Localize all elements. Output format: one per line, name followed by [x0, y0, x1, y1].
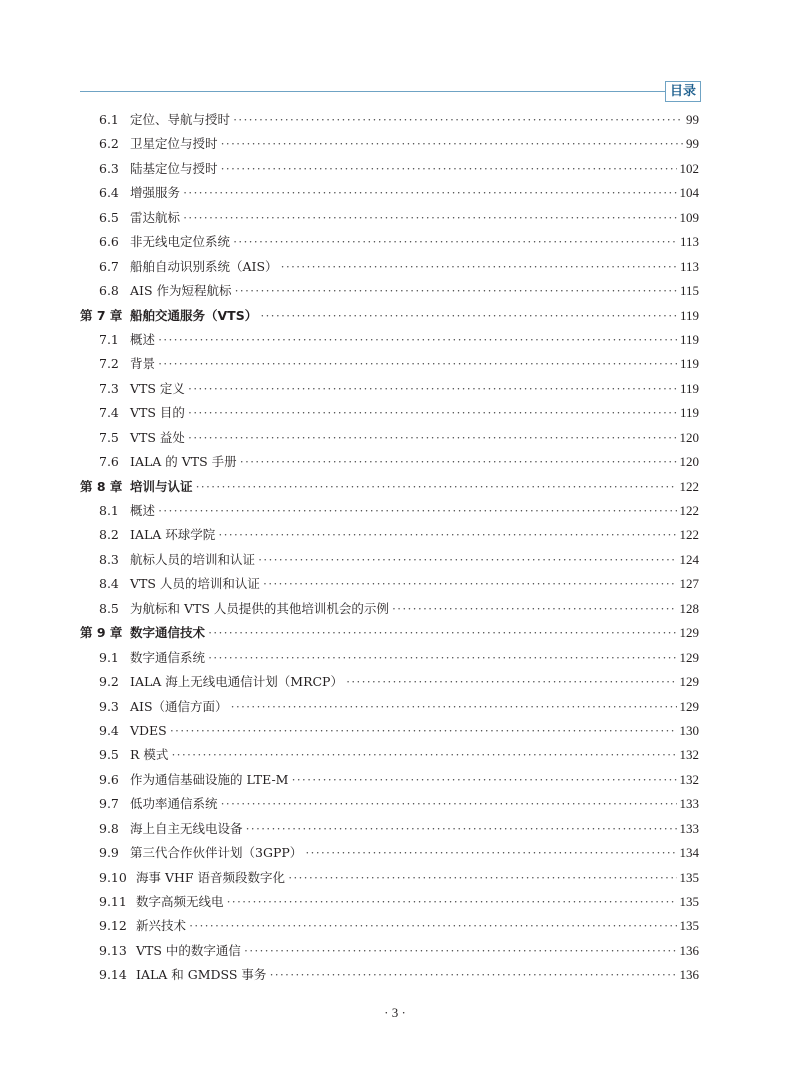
entry-number: 9.9 — [99, 845, 119, 861]
entry-title: IALA 的 VTS 手册 — [130, 454, 237, 470]
entry-number: 6.5 — [99, 209, 119, 225]
toc-section-entry[interactable] — [80, 181, 699, 205]
toc-section-entry[interactable] — [80, 939, 699, 963]
toc-section-entry[interactable] — [80, 279, 699, 303]
entry-page: 130 — [679, 722, 699, 738]
entry-title: IALA 海上无线电通信计划（MRCP） — [130, 674, 343, 690]
entry-number: 7.1 — [99, 331, 119, 347]
entry-number: 6.6 — [99, 234, 119, 250]
entry-page: 119 — [679, 356, 699, 372]
entry-number: 9.6 — [99, 771, 119, 787]
dot-leader — [221, 157, 677, 181]
entry-number: 6.4 — [99, 185, 119, 201]
toc-section-entry[interactable] — [80, 768, 699, 792]
entry-page: 127 — [679, 576, 699, 592]
entry-page: 99 — [686, 112, 699, 127]
entry-number: 第 9 章 — [80, 625, 123, 641]
entry-title: 数字通信系统 — [130, 649, 206, 665]
entry-title: 雷达航标 — [130, 209, 181, 225]
entry-page: 129 — [679, 674, 699, 690]
toc-section-entry[interactable] — [80, 450, 699, 474]
page-number: · 3 · — [384, 1005, 406, 1020]
entry-number: 6.1 — [99, 112, 119, 127]
entry-page: 129 — [679, 698, 699, 714]
header-section-label: 目录 — [665, 81, 701, 102]
entry-page: 119 — [679, 380, 699, 396]
entry-number: 7.6 — [99, 454, 119, 470]
entry-title: VDES — [130, 722, 167, 738]
entry-page: 136 — [679, 942, 699, 958]
toc-section-entry[interactable] — [80, 401, 699, 425]
entry-title: 增强服务 — [130, 185, 181, 201]
toc-section-entry[interactable] — [80, 695, 699, 719]
entry-page: 119 — [679, 405, 699, 421]
entry-number: 7.3 — [99, 380, 119, 396]
entry-page: 119 — [679, 307, 699, 323]
entry-page: 132 — [679, 747, 699, 763]
dot-leader — [233, 108, 683, 132]
toc-section-entry[interactable] — [80, 157, 699, 181]
entry-title: IALA 和 GMDSS 事务 — [136, 967, 267, 983]
toc-section-entry[interactable] — [80, 646, 699, 670]
dot-leader — [158, 499, 676, 523]
entry-title: 海上自主无线电设备 — [130, 820, 243, 836]
dot-leader — [188, 426, 677, 450]
dot-leader — [346, 670, 677, 694]
entry-title: 数字通信技术 — [130, 625, 206, 641]
toc-section-entry[interactable] — [80, 866, 699, 890]
entry-page: 119 — [679, 331, 699, 347]
entry-title: R 模式 — [130, 747, 169, 763]
dot-leader — [244, 939, 677, 963]
entry-title: VTS 目的 — [130, 405, 185, 421]
toc-section-entry[interactable] — [80, 426, 699, 450]
entry-title: 低功率通信系统 — [130, 796, 218, 812]
toc-section-entry[interactable] — [80, 890, 699, 914]
entry-page: 135 — [679, 894, 699, 909]
entry-page: 102 — [679, 160, 699, 176]
dot-leader — [227, 890, 677, 914]
toc-section-entry[interactable] — [80, 963, 699, 987]
entry-title: 作为通信基础设施的 LTE-M — [130, 771, 289, 787]
entry-number: 9.13 — [99, 942, 127, 958]
entry-title: VTS 中的数字通信 — [136, 942, 241, 958]
entry-number: 9.5 — [99, 747, 119, 763]
dot-leader — [183, 181, 676, 205]
entry-page: 135 — [679, 869, 699, 885]
dot-leader — [231, 695, 677, 719]
dot-leader — [269, 963, 676, 987]
entry-title: 船舶自动识别系统（AIS） — [130, 258, 278, 274]
toc-section-entry[interactable] — [80, 670, 699, 694]
header-rule — [80, 91, 666, 92]
dot-leader — [196, 475, 677, 499]
entry-title: 背景 — [130, 356, 156, 372]
entry-number: 6.3 — [99, 160, 119, 176]
dot-leader — [392, 597, 677, 621]
entry-number: 9.2 — [99, 674, 119, 690]
entry-number: 9.4 — [99, 722, 119, 738]
entry-number: 9.10 — [99, 869, 127, 885]
toc-section-entry[interactable] — [80, 914, 699, 938]
entry-page: 133 — [679, 820, 699, 836]
entry-title: 定位、导航与授时 — [130, 112, 231, 127]
dot-leader — [281, 255, 677, 279]
toc-section-entry[interactable] — [80, 743, 699, 767]
entry-page: 113 — [679, 234, 699, 250]
entry-page: 120 — [679, 429, 699, 445]
dot-leader — [305, 841, 676, 865]
toc-section-entry[interactable] — [80, 817, 699, 841]
entry-page: 99 — [686, 136, 699, 152]
dot-leader — [188, 377, 677, 401]
toc-section-entry[interactable] — [80, 719, 699, 743]
entry-page: 113 — [679, 258, 699, 274]
toc-section-entry[interactable] — [80, 255, 699, 279]
entry-number: 9.1 — [99, 649, 119, 665]
entry-title: VTS 人员的培训和认证 — [130, 576, 260, 592]
dot-leader — [263, 572, 677, 596]
entry-title: 航标人员的培训和认证 — [130, 551, 256, 567]
entry-page: 128 — [679, 600, 699, 616]
dot-leader — [221, 132, 683, 156]
dot-leader — [246, 817, 677, 841]
entry-number: 9.7 — [99, 796, 119, 812]
entry-page: 115 — [679, 283, 699, 299]
entry-title: 卫星定位与授时 — [130, 136, 218, 152]
entry-number: 第 7 章 — [80, 307, 123, 323]
entry-page: 104 — [679, 185, 699, 201]
entry-title: 培训与认证 — [130, 478, 193, 494]
entry-number: 9.11 — [99, 894, 127, 909]
dot-leader — [158, 328, 677, 352]
entry-title: VTS 定义 — [130, 380, 185, 396]
toc-chapter-entry[interactable] — [80, 475, 699, 499]
entry-title: 概述 — [130, 331, 156, 347]
toc-section-entry[interactable] — [80, 548, 699, 572]
toc-chapter-entry[interactable] — [80, 304, 699, 328]
dot-leader — [189, 914, 676, 938]
entry-number: 6.8 — [99, 283, 119, 299]
toc-section-entry[interactable] — [80, 352, 699, 376]
dot-leader — [188, 401, 677, 425]
entry-page: 122 — [679, 478, 699, 494]
entry-page: 109 — [679, 209, 699, 225]
dot-leader — [260, 304, 677, 328]
entry-title: VTS 益处 — [130, 429, 185, 445]
entry-title: AIS（通信方面） — [130, 698, 228, 714]
dot-leader — [171, 743, 676, 767]
entry-number: 9.14 — [99, 967, 127, 983]
dot-leader — [233, 230, 677, 254]
entry-title: AIS 作为短程航标 — [130, 283, 232, 299]
entry-title: 第三代合作伙伴计划（3GPP） — [130, 845, 303, 861]
table-of-contents — [80, 108, 699, 988]
entry-number: 9.12 — [99, 918, 127, 934]
dot-leader — [240, 450, 677, 474]
entry-title: 非无线电定位系统 — [130, 234, 231, 250]
toc-section-entry[interactable] — [80, 841, 699, 865]
dot-leader — [208, 646, 676, 670]
entry-page: 129 — [679, 625, 699, 641]
entry-number: 7.2 — [99, 356, 119, 372]
entry-page: 135 — [679, 918, 699, 934]
entry-page: 122 — [679, 527, 699, 543]
dot-leader — [208, 621, 676, 645]
dot-leader — [291, 768, 676, 792]
toc-section-entry[interactable] — [80, 597, 699, 621]
entry-page: 122 — [679, 503, 699, 518]
entry-number: 7.5 — [99, 429, 119, 445]
entry-number: 7.4 — [99, 405, 119, 421]
dot-leader — [183, 206, 676, 230]
entry-title: 新兴技术 — [136, 918, 187, 934]
entry-number: 8.3 — [99, 551, 119, 567]
entry-title: 陆基定位与授时 — [130, 160, 218, 176]
entry-number: 6.7 — [99, 258, 119, 274]
entry-title: 概述 — [130, 503, 156, 518]
entry-page: 134 — [679, 845, 699, 861]
toc-section-entry[interactable] — [80, 499, 699, 523]
entry-page: 133 — [679, 796, 699, 812]
entry-title: 船舶交通服务（VTS） — [130, 307, 258, 323]
toc-section-entry[interactable] — [80, 377, 699, 401]
toc-section-entry[interactable] — [80, 132, 699, 156]
toc-section-entry[interactable] — [80, 206, 699, 230]
entry-number: 8.4 — [99, 576, 119, 592]
toc-section-entry[interactable] — [80, 523, 699, 547]
dot-leader — [221, 792, 677, 816]
entry-number: 9.3 — [99, 698, 119, 714]
toc-chapter-entry[interactable] — [80, 621, 699, 645]
toc-section-entry[interactable] — [80, 230, 699, 254]
dot-leader — [235, 279, 677, 303]
entry-number: 8.1 — [99, 503, 119, 518]
entry-title: 海事 VHF 语音频段数字化 — [136, 869, 286, 885]
entry-number: 9.8 — [99, 820, 119, 836]
entry-page: 124 — [679, 551, 699, 567]
entry-page: 132 — [679, 771, 699, 787]
toc-section-entry[interactable] — [80, 792, 699, 816]
entry-page: 136 — [679, 967, 699, 983]
toc-section-entry[interactable] — [80, 572, 699, 596]
entry-page: 129 — [679, 649, 699, 665]
entry-number: 第 8 章 — [80, 478, 123, 494]
toc-section-entry[interactable] — [80, 108, 699, 132]
entry-number: 6.2 — [99, 136, 119, 152]
entry-page: 120 — [679, 454, 699, 470]
entry-number: 8.2 — [99, 527, 119, 543]
dot-leader — [170, 719, 677, 743]
entry-title: IALA 环球学院 — [130, 527, 216, 543]
dot-leader — [258, 548, 676, 572]
entry-title: 为航标和 VTS 人员提供的其他培训机会的示例 — [130, 600, 389, 616]
dot-leader — [288, 866, 676, 890]
toc-section-entry[interactable] — [80, 328, 699, 352]
entry-title: 数字高频无线电 — [136, 894, 224, 909]
dot-leader — [158, 352, 677, 376]
dot-leader — [218, 523, 676, 547]
entry-number: 8.5 — [99, 600, 119, 616]
